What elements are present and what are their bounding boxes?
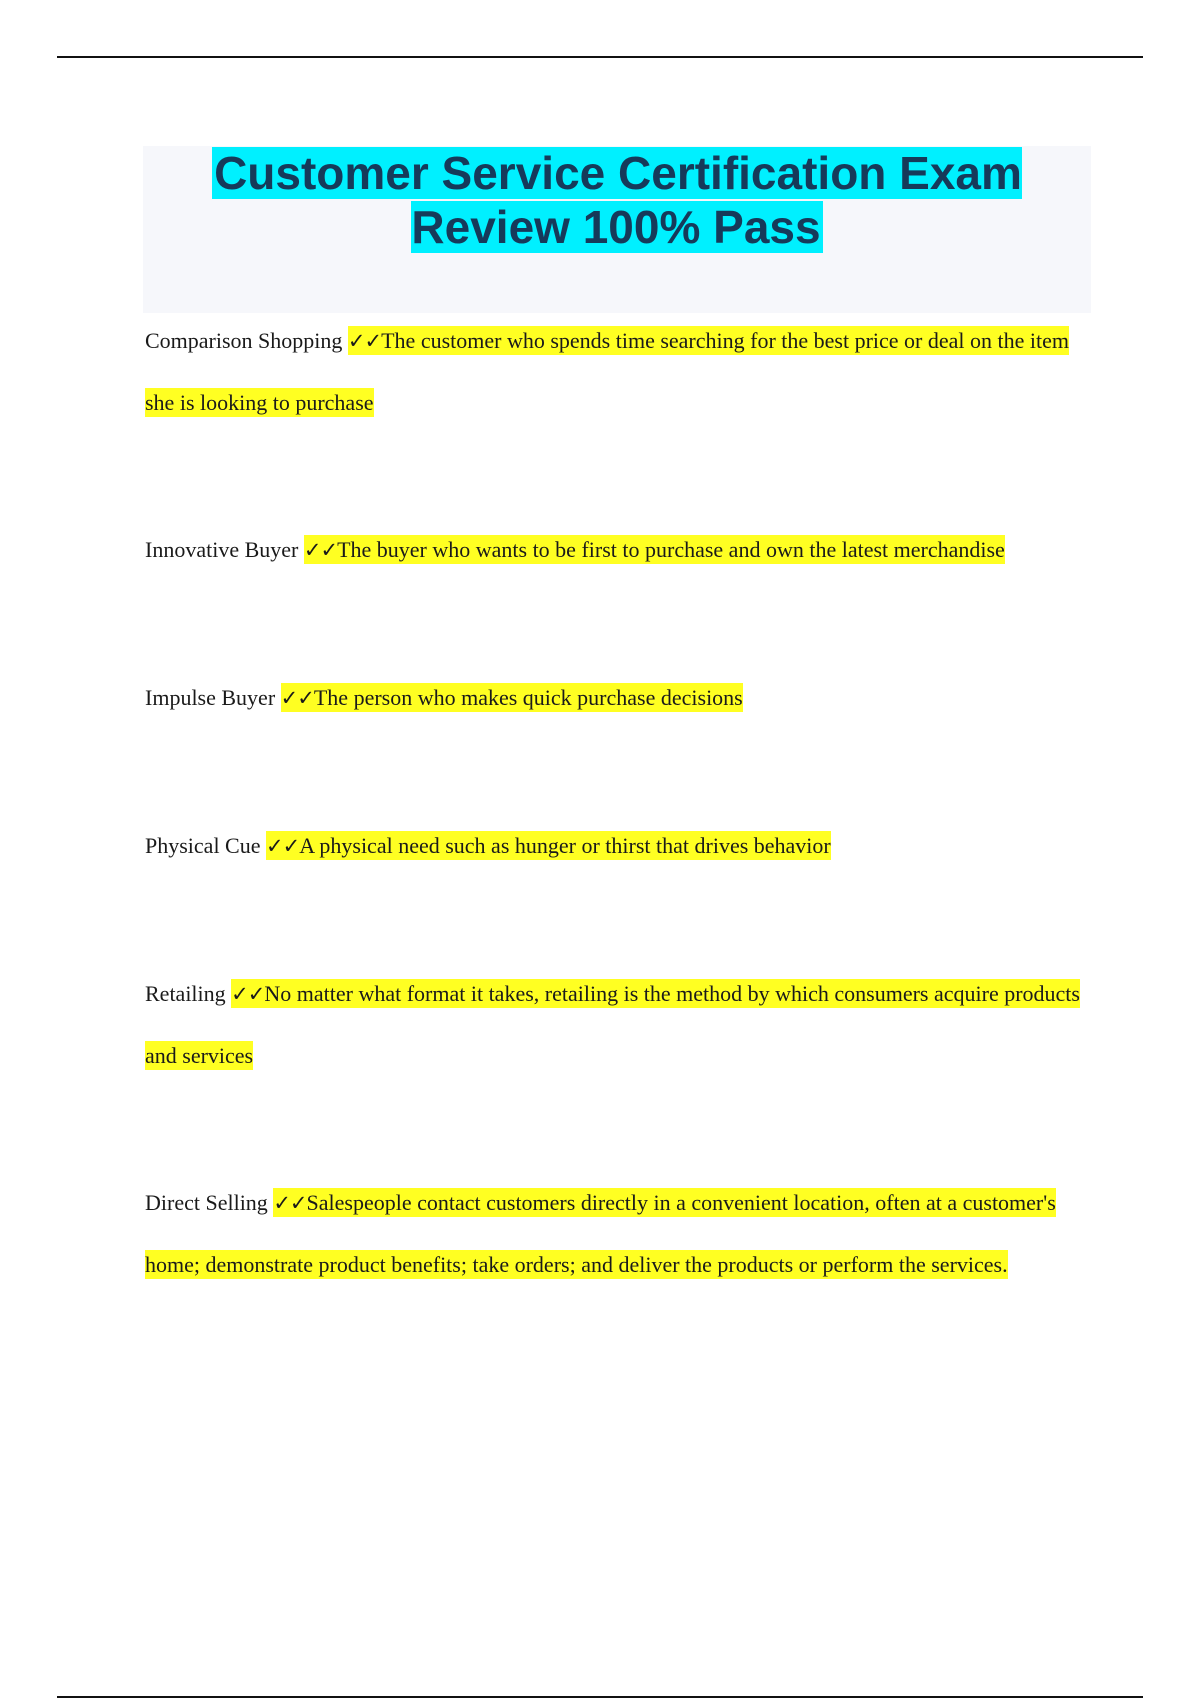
- entry-definition: No matter what format it takes, retailing is the method by which consumers acquire products and services: [145, 981, 1080, 1068]
- double-check-icon: ✓✓: [273, 1191, 307, 1215]
- list-item: [145, 519, 1085, 581]
- double-check-icon: ✓✓: [231, 982, 265, 1006]
- list-item: [145, 963, 1085, 1086]
- entry-definition-highlight: [281, 683, 743, 712]
- entry-term: Comparison Shopping: [145, 328, 343, 353]
- entry-definition: The buyer who wants to be first to purchase and own the latest merchandise: [337, 537, 1005, 562]
- top-rule: [57, 56, 1143, 58]
- entry-definition-highlight: [145, 979, 1080, 1070]
- entry-term: Physical Cue: [145, 833, 261, 858]
- entry-term: Impulse Buyer: [145, 685, 276, 710]
- entry-definition: A physical need such as hunger or thirst that drives behavior: [299, 833, 831, 858]
- flashcard-list: [145, 310, 1085, 1295]
- double-check-icon: ✓✓: [303, 538, 338, 562]
- double-check-icon: ✓✓: [347, 329, 382, 353]
- entry-term: Retailing: [145, 981, 226, 1006]
- double-check-icon: ✓✓: [280, 686, 314, 710]
- entry-definition-highlight: [145, 1188, 1056, 1279]
- entry-definition: The person who makes quick purchase decisions: [313, 685, 743, 710]
- entry-term: Innovative Buyer: [145, 537, 299, 562]
- entry-definition: The customer who spends time searching for the best price or deal on the item she is looking to purchase: [145, 328, 1070, 415]
- entry-definition-highlight: [304, 535, 1005, 564]
- double-check-icon: ✓✓: [266, 834, 300, 858]
- list-item: [145, 667, 1085, 729]
- entry-definition: Salespeople contact customers directly in a convenient location, often at a customer's home; demonstrate product benefits; take orders; and deliver the products or perform the services.: [145, 1190, 1056, 1277]
- entry-term: Direct Selling: [145, 1190, 268, 1215]
- title-text: Customer Service Certification Exam Review 100% Pass: [214, 147, 1022, 253]
- list-item: [145, 815, 1085, 877]
- entry-definition-highlight: [266, 831, 831, 860]
- list-item: [145, 1172, 1085, 1295]
- document-title: [143, 146, 1091, 254]
- list-item: [145, 310, 1085, 433]
- bottom-rule: [57, 1696, 1143, 1698]
